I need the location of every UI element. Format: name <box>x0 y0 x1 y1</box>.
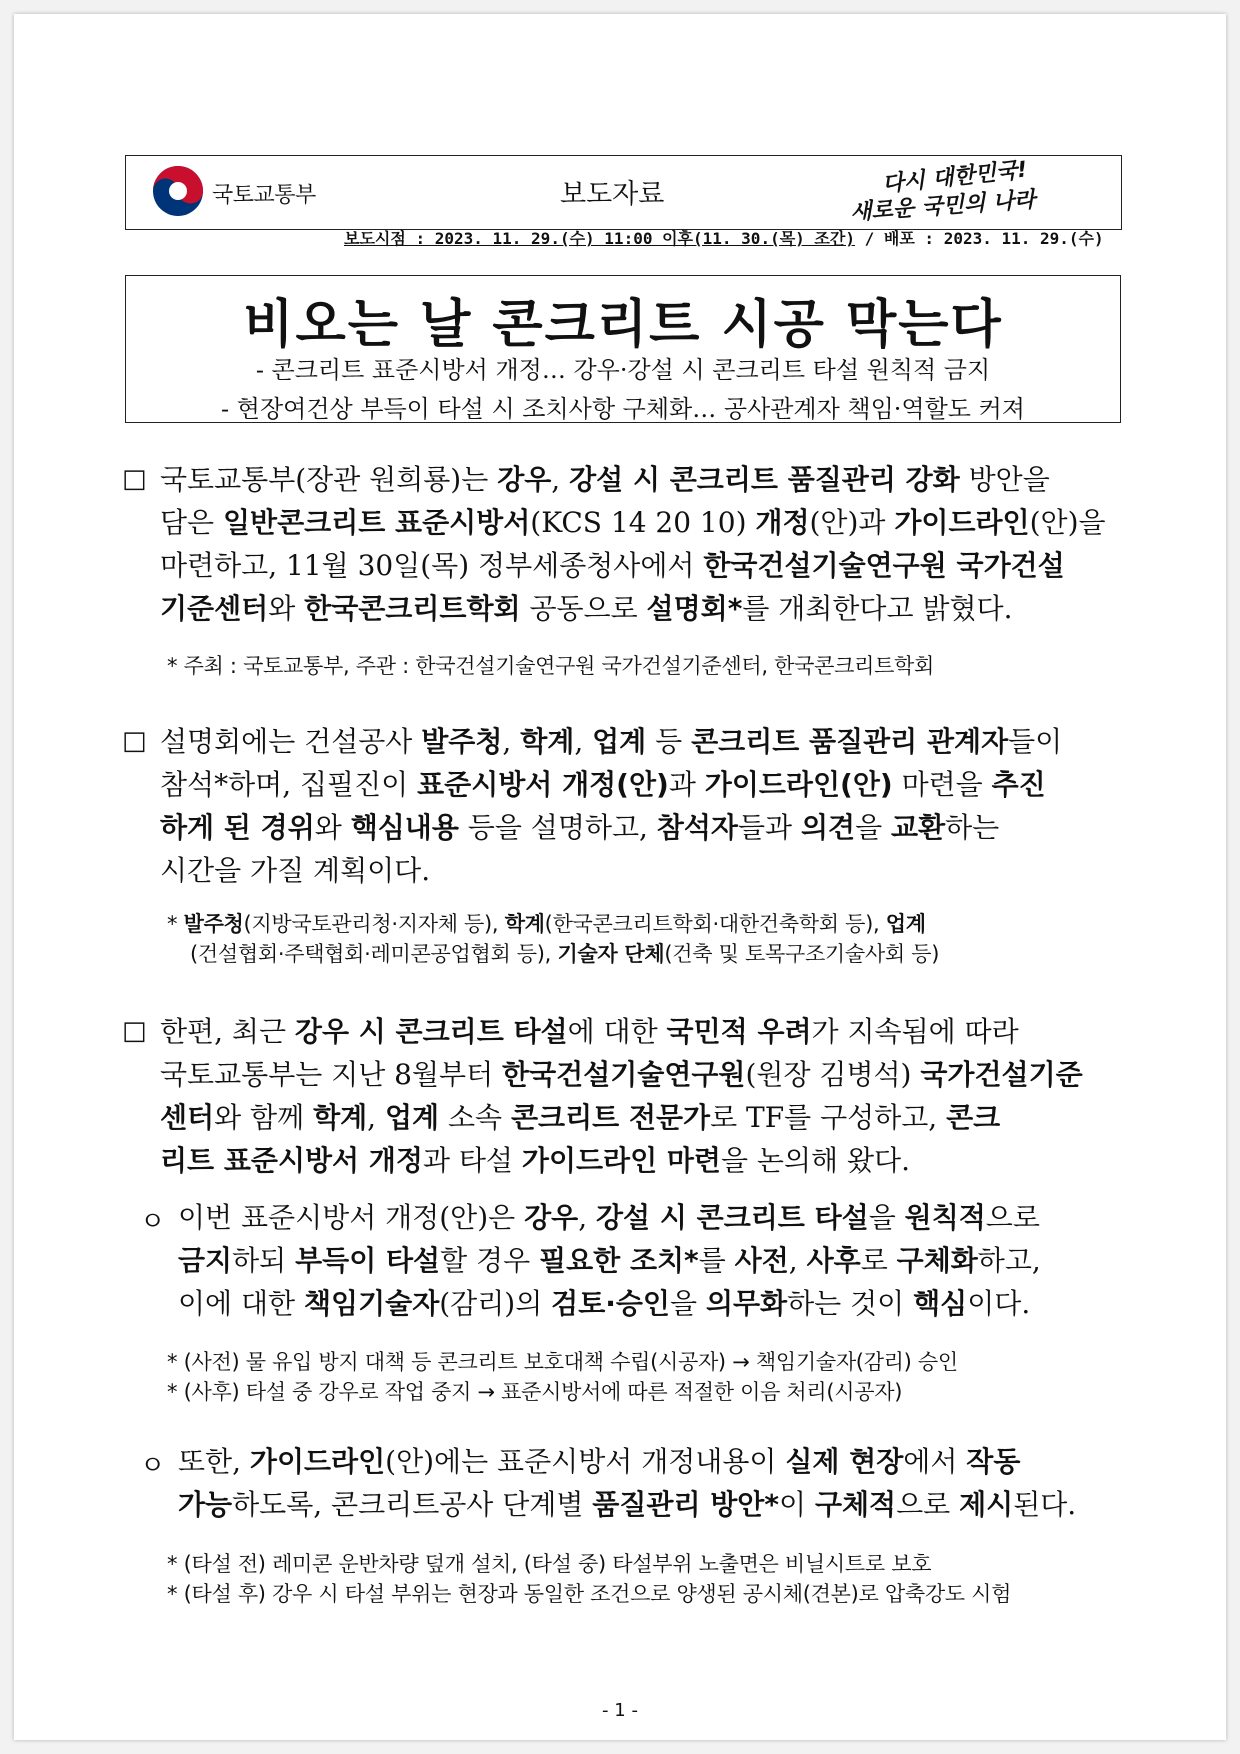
release-info <box>344 226 1104 249</box>
para2-note2: (건설협회·주택협회·레미콘공업협회 등), 기술자 단체(건축 및 토목구조기술사회 등) <box>190 942 940 966</box>
para3-line4: 리트 표준시방서 개정과 타설 가이드라인 마련을 논의해 왔다. <box>160 1144 910 1177</box>
square-bullet-marker: □ <box>122 1016 147 1046</box>
page-number: - 1 - <box>602 1700 638 1721</box>
para2-line3: 하게 된 경위와 핵심내용 등을 설명하고, 참석자들과 의견을 교환하는 <box>160 811 1000 844</box>
bullet2-line2: 가능하도록, 콘크리트공사 단계별 품질관리 방안*이 구체적으로 제시된다. <box>178 1488 1077 1521</box>
circle-bullet-marker: ㅇ <box>140 1451 166 1481</box>
para1-note: * 주최 : 국토교통부, 주관 : 한국건설기술연구원 국가건설기준센터, 한국콘크리트학회 <box>167 654 935 678</box>
para2-line2: 참석*하며, 집필진이 표준시방서 개정(안)과 가이드라인(안) 마련을 추진 <box>160 768 1046 801</box>
para1-line3: 마련하고, 11월 30일(목) 정부세종청사에서 한국건설기술연구원 국가건설 <box>160 549 1065 582</box>
ministry-name: 국토교통부 <box>212 183 316 208</box>
bullet2-note2: * (타설 후) 강우 시 타설 부위는 현장과 동일한 조건으로 양생된 공시체(견본)로 압축강도 시험 <box>167 1582 1012 1606</box>
bullet1-line1: 이번 표준시방서 개정(안)은 강우, 강설 시 콘크리트 타설을 원칙적으로 <box>178 1201 1040 1234</box>
para1-line4: 기준센터와 한국콘크리트학회 공동으로 설명회*를 개최한다고 밝혔다. <box>160 592 1013 625</box>
headline-sub1: - 콘크리트 표준시방서 개정… 강우·강설 시 콘크리트 타설 원칙적 금지 <box>255 356 991 384</box>
square-bullet-marker: □ <box>122 726 147 756</box>
circle-bullet-marker: ㅇ <box>140 1207 166 1237</box>
para1-line2: 담은 일반콘크리트 표준시방서(KCS 14 20 10) 개정(안)과 가이드라인(안)을 <box>160 506 1106 539</box>
headline-title: 비오는 날 콘크리트 시공 막는다 <box>243 295 1003 355</box>
para2-line4: 시간을 가질 계획이다. <box>160 854 431 887</box>
para2-note1: * 발주청(지방국토관리청·지자체 등), 학계(한국콘크리트학회·대한건축학회 등), 업계 <box>167 912 926 936</box>
para1-line1: 국토교통부(장관 원희룡)는 강우, 강설 시 콘크리트 품질관리 강화 방안을 <box>160 463 1050 496</box>
slogan-logo <box>840 157 1080 226</box>
para3-line1: 한편, 최근 강우 시 콘크리트 타설에 대한 국민적 우려가 지속됨에 따라 <box>160 1015 1019 1048</box>
bullet2-line1: 또한, 가이드라인(안)에는 표준시방서 개정내용이 실제 현장에서 작동 <box>178 1445 1021 1478</box>
bullet1-line3: 이에 대한 책임기술자(감리)의 검토·승인을 의무화하는 것이 핵심이다. <box>178 1287 1031 1320</box>
bullet1-note1: * (사전) 물 유입 방지 대책 등 콘크리트 보호대책 수립(시공자) → 책임기술자(감리) 승인 <box>167 1350 958 1374</box>
doc-type-label: 보도자료 <box>560 179 665 210</box>
ministry-emblem-icon <box>150 163 206 219</box>
headline-sub2: - 현장여건상 부득이 타설 시 조치사항 구체화… 공사관계자 책임·역할도 커져 <box>221 395 1025 423</box>
square-bullet-marker: □ <box>122 464 147 494</box>
slogan-line2: 새로운 국민의 나라 <box>849 187 1037 226</box>
slogan-line1: 다시 대한민국! <box>881 157 1029 198</box>
distribution-date: / 배포 : 2023. 11. 29.(수) <box>854 229 1104 248</box>
para2-line1: 설명회에는 건설공사 발주청, 학계, 업계 등 콘크리트 품질관리 관계자들이 <box>160 725 1063 758</box>
embargo-time: 보도시점 : 2023. 11. 29.(수) 11:00 이후(11. 30.(목) 조간) <box>344 229 855 248</box>
para3-line2: 국토교통부는 지난 8월부터 한국건설기술연구원(원장 김병석) 국가건설기준 <box>160 1058 1083 1091</box>
bullet2-note1: * (타설 전) 레미콘 운반차량 덮개 설치, (타설 중) 타설부위 노출면은 비닐시트로 보호 <box>167 1552 932 1576</box>
para3-line3: 센터와 함께 학계, 업계 소속 콘크리트 전문가로 TF를 구성하고, 콘크 <box>160 1101 1001 1134</box>
bullet1-note2: * (사후) 타설 중 강우로 작업 중지 → 표준시방서에 따른 적절한 이음 처리(시공자) <box>167 1380 903 1404</box>
bullet1-line2: 금지하되 부득이 타설할 경우 필요한 조치*를 사전, 사후로 구체화하고, <box>178 1244 1041 1277</box>
